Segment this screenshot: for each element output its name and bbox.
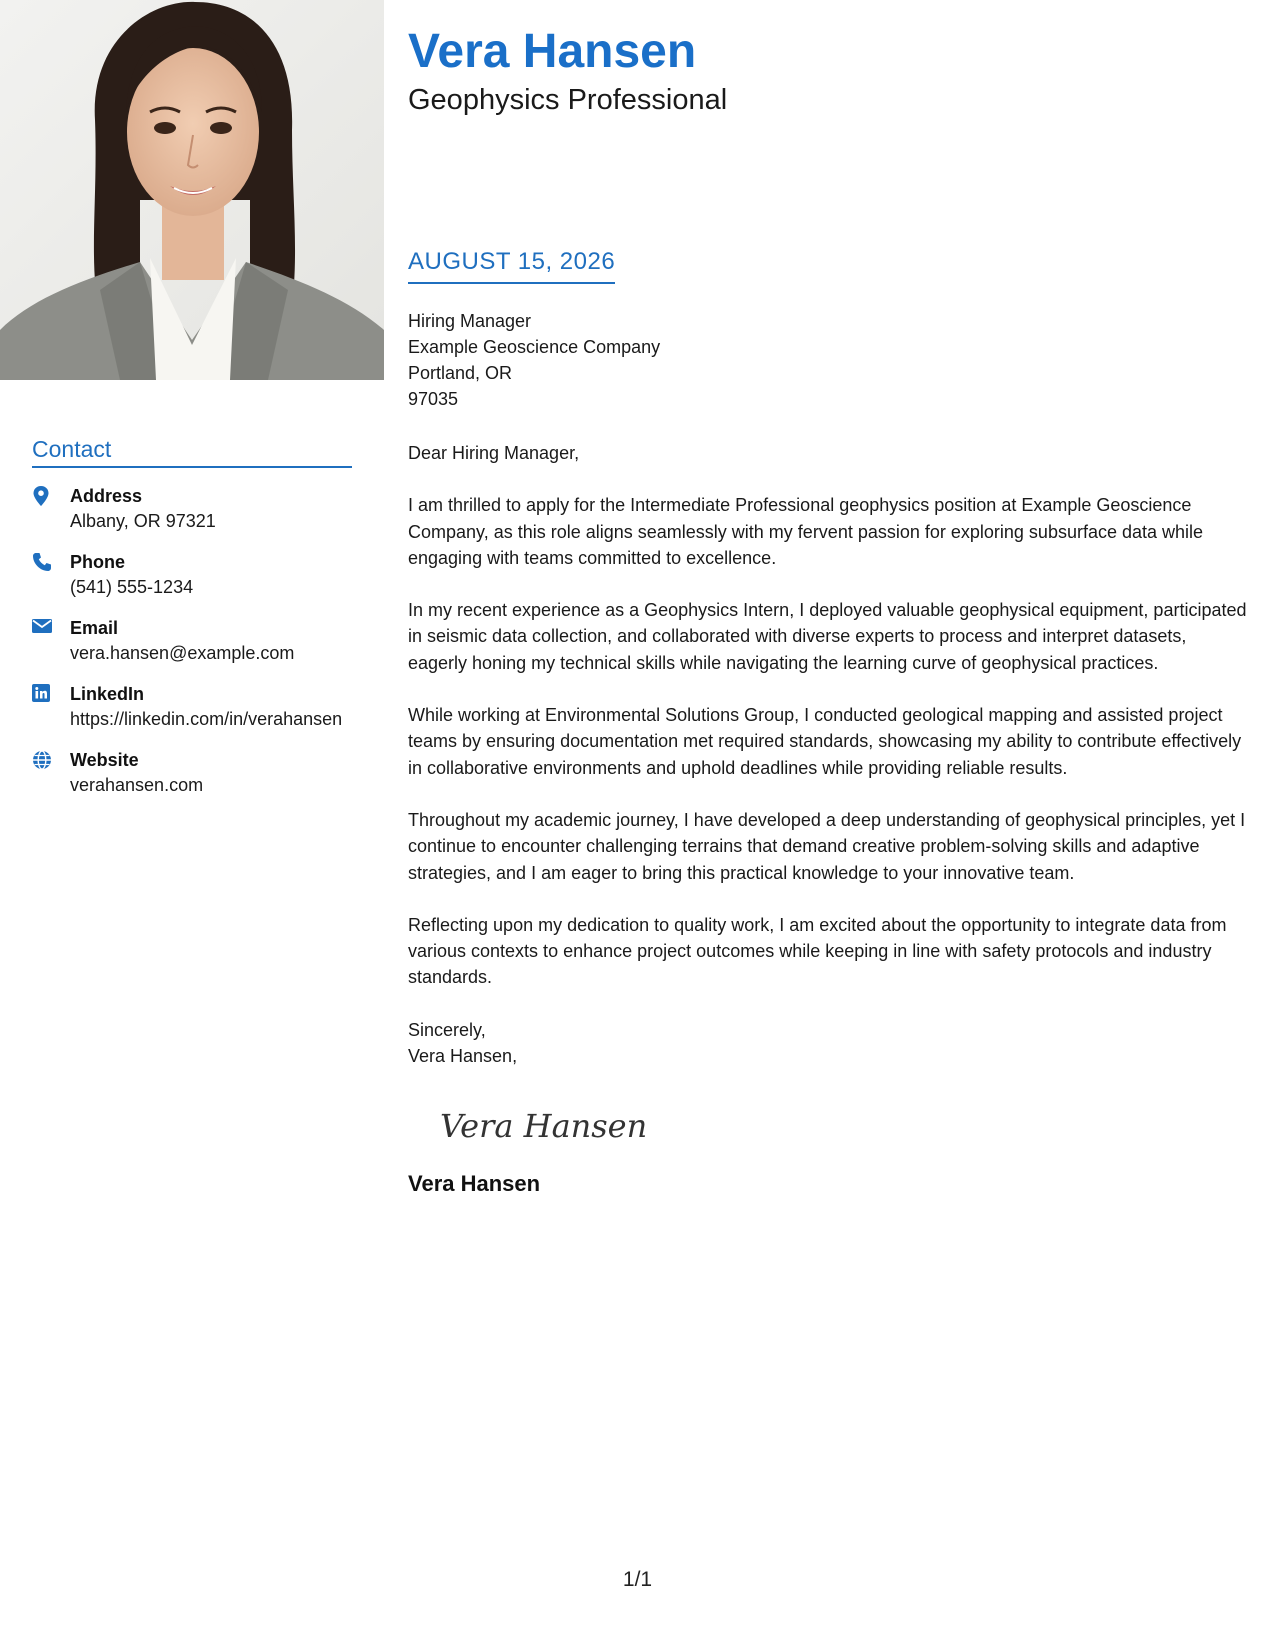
contact-sidebar xyxy=(32,436,352,814)
recipient-line: Example Geoscience Company xyxy=(408,337,661,357)
recipient-line: Portland, OR xyxy=(408,363,513,383)
location-pin-icon xyxy=(32,484,70,534)
phone-value[interactable]: (541) 555-1234 xyxy=(70,577,194,597)
phone-icon xyxy=(32,550,70,600)
letter-date: AUGUST 15, 2026 xyxy=(408,248,615,284)
letter-body xyxy=(408,440,1248,1198)
phone-label: Phone xyxy=(70,552,126,572)
handwritten-signature xyxy=(436,1101,1248,1149)
contact-item-phone xyxy=(32,550,352,600)
recipient-block xyxy=(408,308,660,412)
linkedin-icon xyxy=(32,682,70,732)
website-value[interactable]: verahansen.com xyxy=(70,775,204,795)
salutation: Dear Hiring Manager, xyxy=(408,443,580,463)
portrait-image xyxy=(0,0,384,380)
contact-item-website xyxy=(32,748,352,798)
signer-name: Vera Hansen xyxy=(408,1171,541,1197)
linkedin-label: LinkedIn xyxy=(70,684,145,704)
profile-photo xyxy=(0,0,384,380)
letter-date-block xyxy=(408,248,615,284)
letter-paragraph: While working at Environmental Solutions Group, I conducted geological mapping and assisted project teams by ensuring documentation met required standards, showcasing my ability to contribute effectively in collaborative environments and uphold deadlines while providing reliable results. xyxy=(408,705,1242,778)
contact-item-email xyxy=(32,616,352,666)
address-label: Address xyxy=(70,486,143,506)
globe-icon xyxy=(32,748,70,798)
contact-item-linkedin xyxy=(32,682,352,732)
letter-paragraph: Throughout my academic journey, I have developed a deep understanding of geophysical principles, yet I continue to encounter challenging terrains that demand creative problem-solving skills and adaptive strategies, and I am eager to bring this practical knowledge to your innovative team. xyxy=(408,809,1246,883)
linkedin-value[interactable]: https://linkedin.com/in/verahansen xyxy=(70,709,343,729)
email-label: Email xyxy=(70,618,119,638)
page-number: 1/1 xyxy=(622,1568,653,1591)
letter-paragraph: In my recent experience as a Geophysics Intern, I deployed valuable geophysical equipment, participated in seismic data collection, and collaborated with diverse experts to process and interpret datasets, eagerly honing my technical skills while navigating the learning curve of geophysical practices. xyxy=(408,600,1247,673)
job-title: Geophysics Professional xyxy=(408,84,728,116)
contact-item-address xyxy=(32,484,352,534)
closing: Sincerely, xyxy=(408,1019,486,1040)
website-label: Website xyxy=(70,750,139,770)
letter-paragraph: Reflecting upon my dedication to quality work, I am excited about the opportunity to integrate data from various contexts to enhance project outcomes while keeping in line with safety protocols and industry standards. xyxy=(408,914,1227,988)
contact-heading: Contact xyxy=(32,436,352,468)
letter-paragraph: I am thrilled to apply for the Intermediate Professional geophysics position at Example Geoscience Company, as this role aligns seamlessly with my fervent passion for exploring subsurface data while engaging with teams committed to excellence. xyxy=(408,495,1204,568)
recipient-line: 97035 xyxy=(408,389,459,409)
envelope-icon xyxy=(32,616,70,666)
closing-name: Vera Hansen, xyxy=(408,1046,518,1067)
email-value[interactable]: vera.hansen@example.com xyxy=(70,643,295,663)
candidate-name: Vera Hansen xyxy=(408,25,697,78)
recipient-line: Hiring Manager xyxy=(408,311,532,331)
address-value: Albany, OR 97321 xyxy=(70,511,216,531)
letter-main xyxy=(408,22,1248,1197)
signature-text: Vera Hansen xyxy=(440,1107,648,1146)
